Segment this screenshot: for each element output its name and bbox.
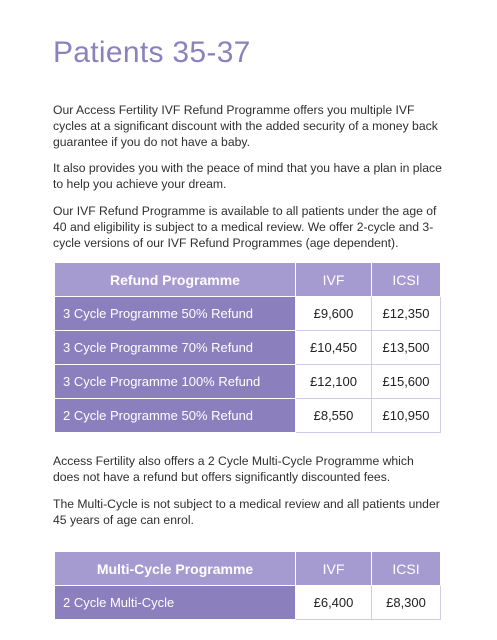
header-ivf: IVF bbox=[296, 552, 372, 586]
ivf-price: £12,100 bbox=[296, 365, 372, 399]
icsi-price: £10,950 bbox=[372, 399, 441, 433]
ivf-price: £6,400 bbox=[296, 586, 372, 620]
table-row bbox=[55, 331, 441, 365]
programme-name: 3 Cycle Programme 70% Refund bbox=[55, 331, 296, 365]
ivf-price: £9,600 bbox=[296, 297, 372, 331]
ivf-price: £10,450 bbox=[296, 331, 372, 365]
header-refund-programme: Refund Programme bbox=[55, 263, 296, 297]
icsi-price: £15,600 bbox=[372, 365, 441, 399]
table-row bbox=[55, 586, 441, 620]
eligibility-paragraph: Our IVF Refund Programme is available to all patients under the age of 40 and eligibility is subject to a medical review. We offer 2-cycle and 3-cycle versions of our IVF Refund Programmes (age dependent). bbox=[53, 204, 437, 250]
table-row bbox=[55, 365, 441, 399]
header-ivf: IVF bbox=[296, 263, 372, 297]
intro-paragraph: Our Access Fertility IVF Refund Programme offers you multiple IVF cycles at a significant discount with the added security of a money back guarantee if you do not have a baby. bbox=[53, 103, 438, 149]
programme-name: 3 Cycle Programme 100% Refund bbox=[55, 365, 296, 399]
icsi-price: £13,500 bbox=[372, 331, 441, 365]
multicycle-intro-paragraph: Access Fertility also offers a 2 Cycle Multi-Cycle Programme which does not have a refund but offers significantly discounted fees. bbox=[53, 454, 414, 484]
ivf-price: £8,550 bbox=[296, 399, 372, 433]
table-header-row bbox=[55, 552, 441, 586]
table-header-row bbox=[55, 263, 441, 297]
icsi-price: £12,350 bbox=[372, 297, 441, 331]
refund-programme-table bbox=[54, 262, 441, 433]
header-icsi: ICSI bbox=[372, 263, 441, 297]
header-icsi: ICSI bbox=[372, 552, 441, 586]
programme-name: 3 Cycle Programme 50% Refund bbox=[55, 297, 296, 331]
peace-of-mind-paragraph: It also provides you with the peace of mind that you have a plan in place to help you achieve your dream. bbox=[53, 161, 442, 191]
table-row bbox=[55, 297, 441, 331]
table-row bbox=[55, 399, 441, 433]
icsi-price: £8,300 bbox=[372, 586, 441, 620]
multicycle-programme-table bbox=[54, 551, 441, 620]
page-title: Patients 35-37 bbox=[53, 36, 251, 69]
programme-name: 2 Cycle Multi-Cycle bbox=[55, 586, 296, 620]
programme-name: 2 Cycle Programme 50% Refund bbox=[55, 399, 296, 433]
multicycle-eligibility-paragraph: The Multi-Cycle is not subject to a medical review and all patients under 45 years of age can enrol. bbox=[53, 497, 440, 527]
header-multicycle-programme: Multi-Cycle Programme bbox=[55, 552, 296, 586]
